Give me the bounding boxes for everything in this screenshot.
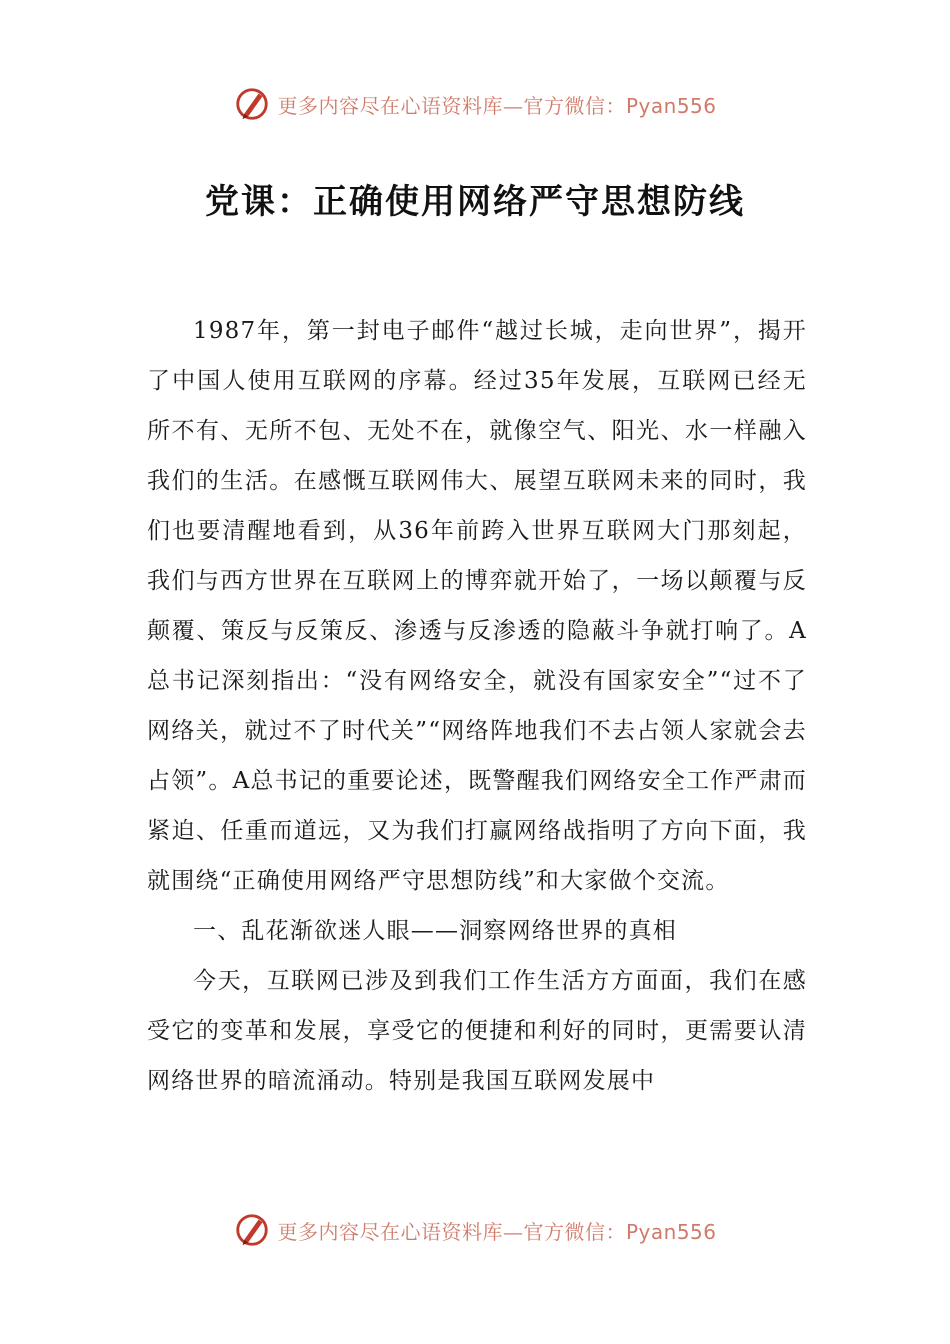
pen-in-circle-icon [233, 1211, 271, 1249]
watermark-text: 更多内容尽在心语资料库—官方微信：Pyan556 [277, 1219, 717, 1244]
watermark-banner-bottom [0, 1210, 950, 1250]
watermark-banner-top [0, 84, 950, 124]
watermark-text: 更多内容尽在心语资料库—官方微信：Pyan556 [277, 93, 717, 118]
paragraph-intro: 1987年，第一封电子邮件“越过长城，走向世界”，揭开了中国人使用互联网的序幕。经过35年发展，互联网已经无所不有、无所不包、无处不在，就像空气、阳光、水一样融入我们的生活。在感慨互联网伟大、展望互联网未来的同时，我们也要清醒地看到，从36年前跨入世界互联网大门那刻起，我们与西方世界在互联网上的博弈就开始了，一场以颠覆与反颠覆、策反与反策反、渗透与反渗透的隐蔽斗争就打响了。A总书记深刻指出：“没有网络安全，就没有国家安全”“过不了网络关，就过不了时代关”“网络阵地我们不去占领人家就会去占领”。A总书记的重要论述，既警醒我们网络安全工作严肃而紧迫、任重而道远，又为我们打赢网络战指明了方向下面，我就围绕“正确使用网络严守思想防线”和大家做个交流。 [147, 318, 807, 894]
paragraph-section-1: 今天，互联网已涉及到我们工作生活方方面面，我们在感受它的变革和发展，享受它的便捷和利好的同时，更需要认清网络世界的暗流涌动。特别是我国互联网发展中 [147, 968, 807, 1094]
section-heading-1: 一、乱花渐欲迷人眼——洞察网络世界的真相 [193, 918, 677, 944]
document-title: 党课：正确使用网络严守思想防线 [205, 182, 745, 222]
document-body [147, 306, 807, 1106]
pen-in-circle-icon [233, 85, 271, 123]
